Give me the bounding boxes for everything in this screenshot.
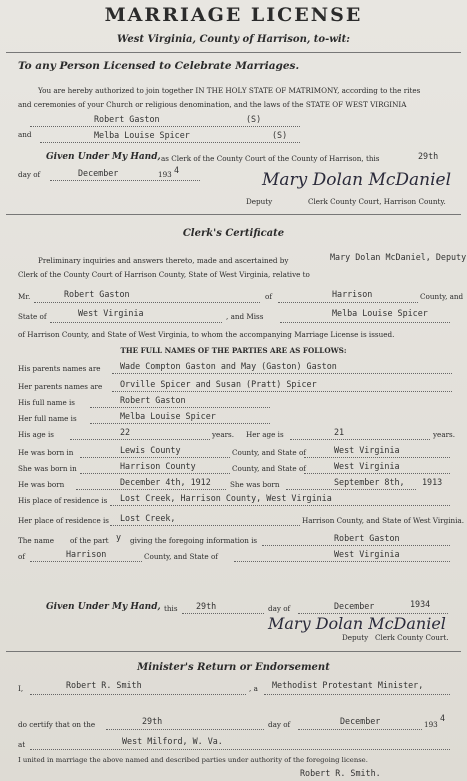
miss-name: Melba Louise Spicer bbox=[332, 308, 428, 318]
he-born-state-line bbox=[304, 457, 450, 458]
second-signature: Mary Dolan McDaniel bbox=[268, 614, 446, 633]
minister-heading: Minister's Return or Endorsement bbox=[137, 662, 330, 673]
informant-label-3: giving the foregoing information is bbox=[130, 536, 258, 545]
county-state-label-2: County, and State of bbox=[232, 464, 306, 473]
divider bbox=[6, 214, 461, 215]
bride-line bbox=[40, 142, 300, 143]
ascertained-by: Mary Dolan McDaniel, Deputy bbox=[330, 252, 467, 262]
and-label: and bbox=[18, 130, 32, 139]
she-born-date: September 8th, bbox=[334, 477, 405, 487]
closing-text: of Harrison County, and State of West Virginia, to whom the accompanying Marriage License is issued. bbox=[18, 330, 395, 339]
his-residence: Lost Creek, Harrison County, West Virginia bbox=[120, 493, 332, 503]
minister-title: Methodist Protestant Minister, bbox=[272, 680, 424, 690]
he-born-county-line bbox=[80, 457, 230, 458]
groom-line bbox=[30, 126, 300, 127]
her-residence-line bbox=[110, 525, 300, 526]
license-year-prefix: 193 bbox=[158, 170, 172, 179]
minister-i-label: I, bbox=[18, 684, 24, 693]
mr-county-line bbox=[278, 302, 418, 303]
his-age-line bbox=[70, 439, 210, 440]
given-under-hand-label: Given Under My Hand, bbox=[46, 152, 161, 162]
informant-label-1: The name bbox=[18, 536, 54, 545]
her-parents-line bbox=[112, 391, 452, 392]
informant-line bbox=[262, 545, 450, 546]
informant-of-label: of bbox=[18, 552, 25, 561]
her-parents-label: Her parents names are bbox=[18, 382, 103, 391]
mr-state: West Virginia bbox=[78, 308, 144, 318]
minister-year-prefix: 193 bbox=[424, 720, 438, 729]
informant-state-line bbox=[234, 561, 450, 562]
his-residence-label: His place of residence is bbox=[18, 496, 108, 505]
minister-title-line bbox=[264, 694, 450, 695]
minister-united-text: I united in marriage the above named and described parties under authority of the foregoing license. bbox=[18, 756, 368, 764]
clerk-label: Clerk County Court, Harrison County. bbox=[308, 197, 446, 206]
clerk-relative-text: Clerk of the County Court of Harrison County, State of West Virginia, relative to bbox=[18, 270, 310, 279]
years-label: years. bbox=[212, 430, 235, 439]
mr-label: Mr. bbox=[18, 292, 31, 301]
date-line bbox=[50, 180, 200, 181]
second-year: 1934 bbox=[410, 599, 431, 609]
license-year-digit: 4 bbox=[174, 165, 180, 175]
minister-day: 29th bbox=[142, 716, 163, 726]
she-born-year: 1913 bbox=[422, 477, 443, 487]
minister-date-line bbox=[298, 729, 422, 730]
second-day-of-label: day of bbox=[268, 604, 291, 613]
his-full-name-label: His full name is bbox=[18, 398, 75, 407]
divider bbox=[6, 52, 461, 53]
she-born-state: West Virginia bbox=[334, 461, 400, 471]
bride-name: Melba Louise Spicer bbox=[94, 130, 190, 140]
she-born-date-label: She was born bbox=[230, 480, 280, 489]
second-deputy-label: Deputy bbox=[342, 633, 369, 642]
her-residence-suffix: Harrison County, and State of West Virginia. bbox=[302, 516, 465, 525]
license-day: 29th bbox=[418, 151, 439, 161]
salutation: To any Person Licensed to Celebrate Marriages. bbox=[18, 60, 300, 72]
her-age: 21 bbox=[334, 427, 345, 437]
her-residence-label: Her place of residence is bbox=[18, 516, 109, 525]
his-age: 22 bbox=[120, 427, 131, 437]
informant-state: West Virginia bbox=[334, 549, 400, 559]
state-line bbox=[50, 322, 222, 323]
informant-y: y bbox=[116, 532, 122, 542]
she-born-in-label: She was born in bbox=[18, 464, 77, 473]
minister-month: December bbox=[340, 716, 381, 726]
county-and-label: County, and bbox=[420, 292, 464, 301]
license-intro-1: You are hereby authorized to join together IN THE HOLY STATE OF MATRIMONY, according to the rites bbox=[38, 86, 421, 95]
mr-name: Robert Gaston bbox=[64, 289, 130, 299]
deputy-label: Deputy bbox=[246, 197, 273, 206]
day-of-label: day of bbox=[18, 170, 41, 179]
second-day-line bbox=[182, 613, 264, 614]
of-label: of bbox=[265, 292, 272, 301]
years-label-2: years. bbox=[433, 430, 456, 439]
he-born-date: December 4th, 1912 bbox=[120, 477, 211, 487]
he-born-date-line bbox=[76, 489, 226, 490]
he-born-state: West Virginia bbox=[334, 445, 400, 455]
minister-at-label: at bbox=[18, 740, 26, 749]
informant-county-label: County, and State of bbox=[144, 552, 218, 561]
her-full-name-label: Her full name is bbox=[18, 414, 77, 423]
groom-name: Robert Gaston bbox=[94, 114, 160, 124]
full-names-heading: THE FULL NAMES OF THE PARTIES ARE AS FOLLOWS: bbox=[120, 346, 347, 355]
prelim-text: Preliminary inquiries and answers thereto, made and ascertained by bbox=[38, 256, 289, 265]
his-full-line bbox=[90, 407, 270, 408]
mr-line bbox=[34, 302, 260, 303]
she-born-county: Harrison County bbox=[120, 461, 196, 471]
minister-name-line bbox=[30, 694, 246, 695]
minister-a-label: , a bbox=[249, 684, 258, 693]
license-intro-2: and ceremonies of your Church or religious denomination, and the laws of the STATE OF WEST VIRGINIA bbox=[18, 100, 407, 109]
her-age-label: Her age is bbox=[246, 430, 284, 439]
county-state-label: County, and State of bbox=[232, 448, 306, 457]
minister-name: Robert R. Smith bbox=[66, 680, 142, 690]
his-parents: Wade Compton Gaston and May (Gaston) Gaston bbox=[120, 361, 337, 371]
minister-certify-label: do certify that on the bbox=[18, 720, 96, 729]
he-born-in-label: He was born in bbox=[18, 448, 74, 457]
groom-status: (S) bbox=[246, 114, 262, 124]
second-this-label: this bbox=[164, 604, 178, 613]
she-born-date-line bbox=[286, 489, 416, 490]
given-text: as Clerk of the County Court of the County of Harrison, this bbox=[161, 154, 380, 163]
his-age-label: His age is bbox=[18, 430, 54, 439]
he-born-date-label: He was born bbox=[18, 480, 65, 489]
informant-county: Harrison bbox=[66, 549, 107, 559]
informant-label-2: of the part bbox=[70, 536, 109, 545]
her-full-line bbox=[90, 423, 270, 424]
second-clerk-label: Clerk County Court. bbox=[375, 633, 449, 642]
her-residence: Lost Creek, bbox=[120, 513, 176, 523]
second-given-label: Given Under My Hand, bbox=[46, 602, 161, 612]
his-parents-label: His parents names are bbox=[18, 364, 101, 373]
minister-day-line bbox=[106, 729, 264, 730]
his-parents-line bbox=[112, 373, 452, 374]
her-full-name: Melba Louise Spicer bbox=[120, 411, 216, 421]
she-born-county-line bbox=[80, 473, 230, 474]
she-born-state-line bbox=[304, 473, 450, 474]
minister-place-line bbox=[30, 749, 450, 750]
he-born-county: Lewis County bbox=[120, 445, 181, 455]
minister-signature: Robert R. Smith. bbox=[300, 768, 381, 778]
informant-name: Robert Gaston bbox=[334, 533, 400, 543]
his-full-name: Robert Gaston bbox=[120, 395, 186, 405]
clerk-signature: Mary Dolan McDaniel bbox=[262, 170, 452, 190]
certificate-heading: Clerk's Certificate bbox=[182, 228, 285, 239]
license-month: December bbox=[78, 168, 119, 178]
state-label: State of bbox=[18, 312, 47, 321]
his-residence-line bbox=[110, 505, 450, 506]
informant-county-line bbox=[30, 561, 142, 562]
second-month: December bbox=[334, 601, 375, 611]
mr-county: Harrison bbox=[332, 289, 373, 299]
second-day: 29th bbox=[196, 601, 217, 611]
document-title: MARRIAGE LICENSE bbox=[104, 4, 363, 26]
miss-line bbox=[280, 322, 450, 323]
and-miss-label: , and Miss bbox=[226, 312, 264, 321]
minister-day-of-label: day of bbox=[268, 720, 291, 729]
her-age-line bbox=[290, 439, 430, 440]
minister-year-digit: 4 bbox=[440, 713, 446, 723]
divider bbox=[6, 651, 461, 652]
her-parents: Orville Spicer and Susan (Pratt) Spicer bbox=[120, 379, 317, 389]
bride-status: (S) bbox=[272, 130, 288, 140]
minister-place: West Milford, W. Va. bbox=[122, 736, 223, 746]
county-line: West Virginia, County of Harrison, to-wit: bbox=[117, 34, 350, 45]
